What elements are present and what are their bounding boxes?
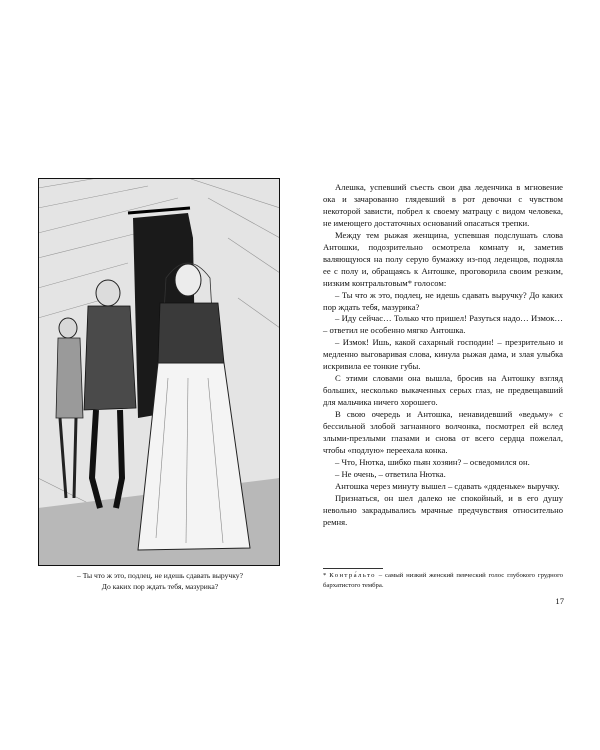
footnote xyxy=(323,571,563,591)
paragraph: – Измок! Ишь, какой сахарный господин! – презрительно и медленно выговаривая слова, кинула рыжая дама, и злая улыбка искривила ее тонкие губы. xyxy=(323,337,563,372)
caption-line: – Ты что ж это, подлец, не идешь сдавать выручку? xyxy=(77,571,243,580)
book-illustration xyxy=(38,178,280,566)
ink-sketch-illustration-icon xyxy=(38,178,280,566)
paragraph: – Что, Нютка, шибко пьян хозяин? – осведомился он. xyxy=(335,456,530,467)
paragraph: В свою очередь и Антошка, ненавидевший «ведьму» с бессильной злобой загнанного волчонка, посмотрел ей вслед злыми-презлыми глазами и снова от всего сердца пожелал, чтобы «подлую» переехала конка. xyxy=(323,409,563,455)
footnote-term: Контра́льто xyxy=(329,572,376,579)
paragraph: Признаться, он шел далеко не спокойный, и в его душу невольно закрадывались мрачные предчувствия относительно ремня. xyxy=(323,492,563,527)
illustration-caption xyxy=(40,570,280,592)
paragraph: – Иду сейчас… Только что пришел! Разуться надо… Измок… – ответил не особенно мягко Антошка. xyxy=(323,313,563,336)
caption-line: До каких пор ждать тебя, мазурика? xyxy=(101,582,219,591)
footnote-definition: – самый низкий женский певческий голос глубокого грудного бархатистого тембра. xyxy=(323,572,563,589)
paragraph: Антошка через минуту вышел – сдавать «дяденьке» выручку. xyxy=(335,480,560,491)
paragraph: С этими словами она вышла, бросив на Антошку взгляд больших, несколько выкаченных серых глаз, не предвещавший для мальчика ничего хорошего. xyxy=(323,373,563,408)
main-text xyxy=(323,182,563,529)
paragraph: Между тем рыжая женщина, успевшая подслушать слова Антошки, подозрительно осмотрела комнату и, заметив валяющуюся на полу серую бумажку из-под леденцов, подняла ее с полу и, обращаясь к Антошке, проговорила своим резким, низким контральтовым* голосом: xyxy=(323,229,563,288)
paragraph: – Не очень, – ответила Нютка. xyxy=(335,468,446,479)
footnote-marker: * xyxy=(323,572,327,579)
paragraph: Алешка, успевший съесть свои два леденчика в мгновение ока и зачарованно глядевший в рот девочки с чувством некоторой зависти, побрел к своему матрацу с видом человека, не имеющего достаточных оснований опасаться трепки. xyxy=(323,182,563,228)
footnote-divider xyxy=(323,568,383,569)
page-number: 17 xyxy=(555,596,564,606)
paragraph: – Ты что ж это, подлец, не идешь сдавать выручку? До каких пор ждать тебя, мазурика? xyxy=(323,289,563,312)
